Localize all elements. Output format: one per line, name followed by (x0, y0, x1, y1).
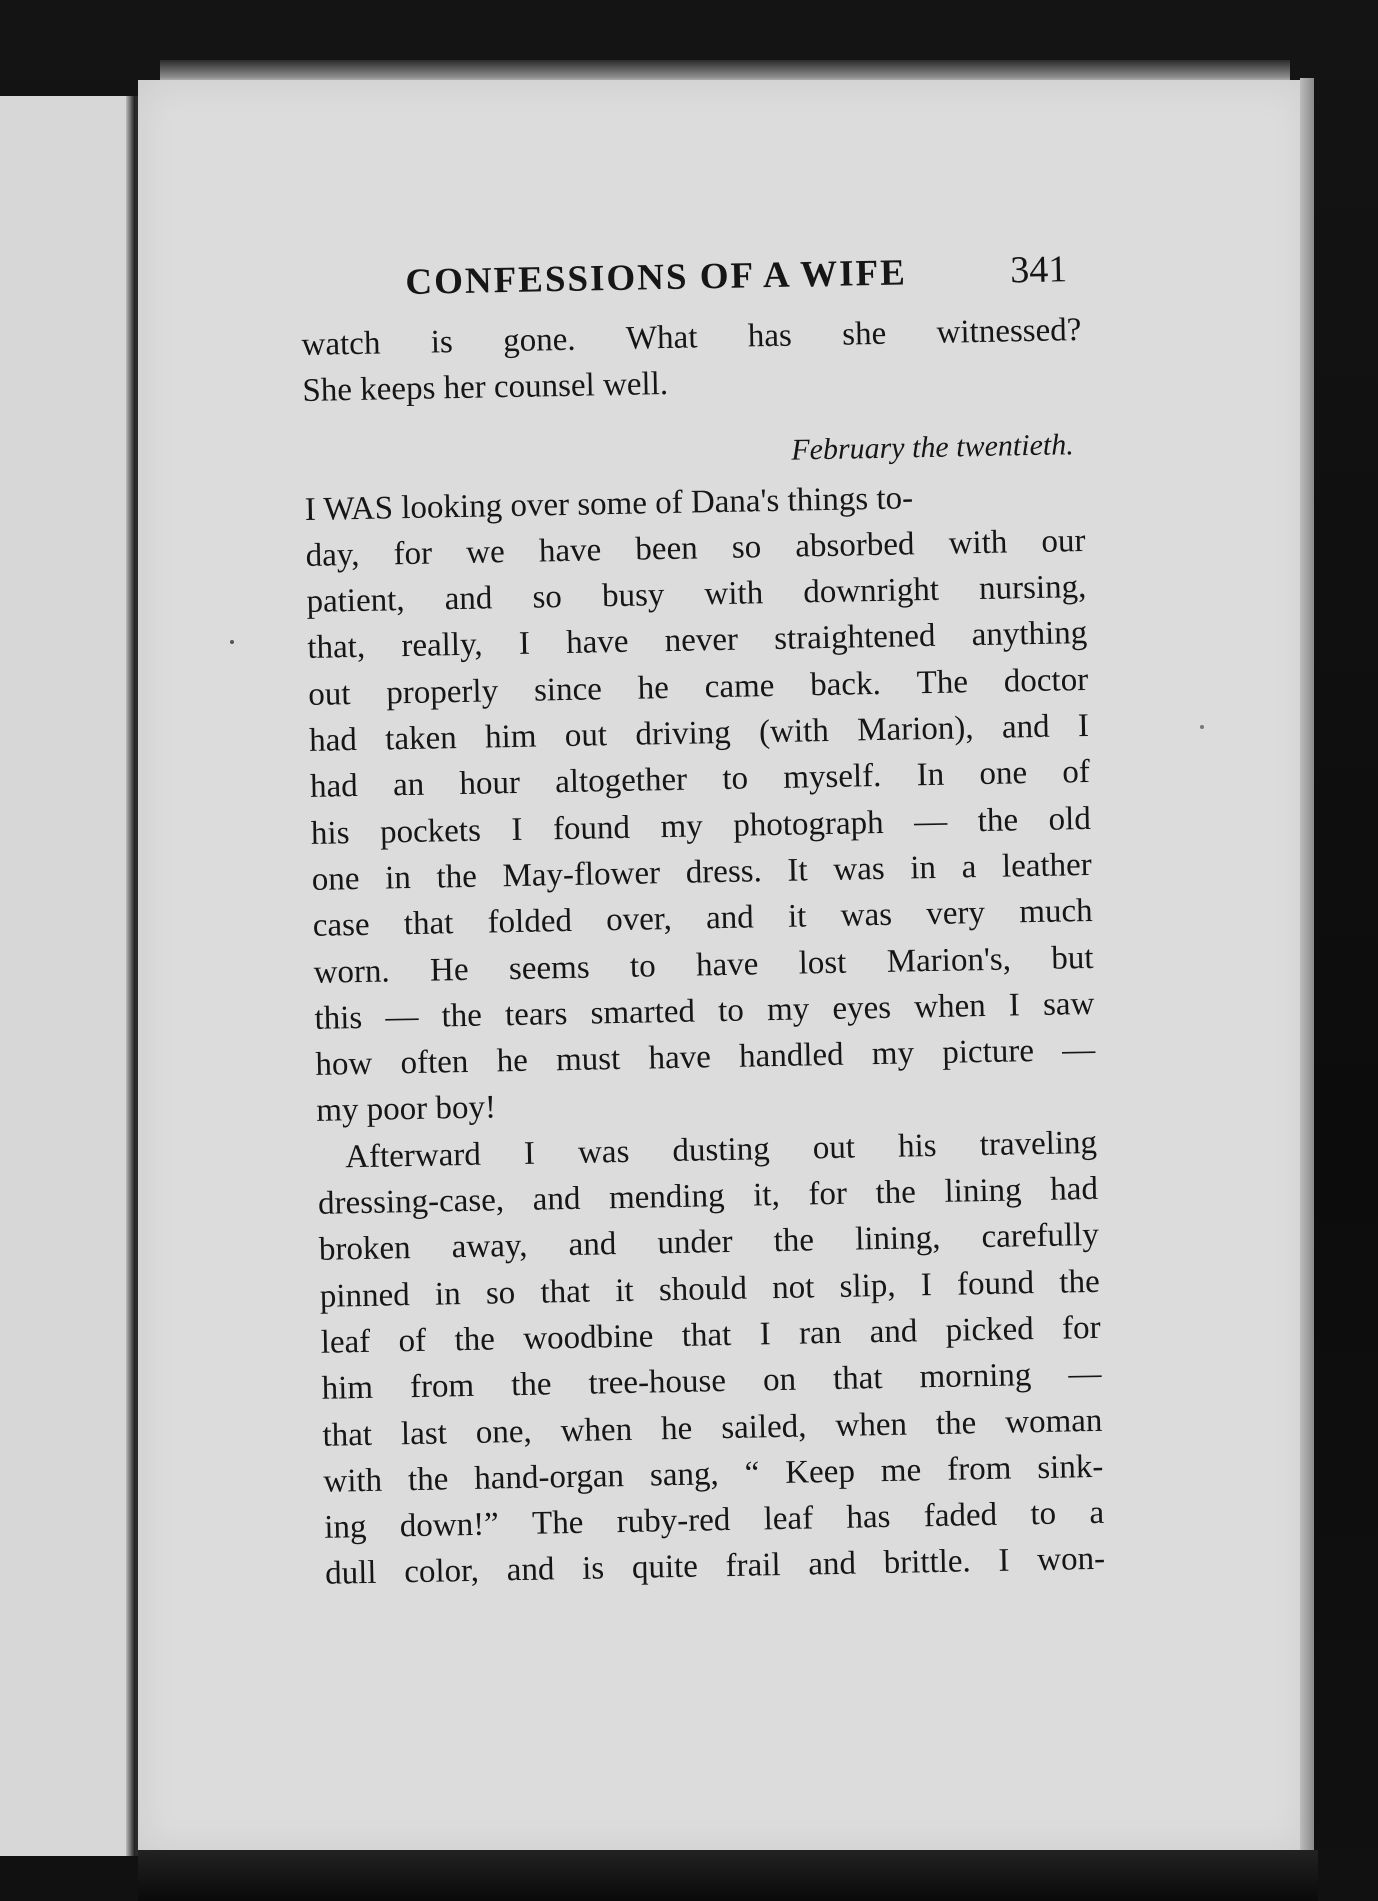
word: him (484, 718, 537, 756)
word: Keep (784, 1453, 856, 1491)
word: to (717, 992, 745, 1029)
word: absorbed (795, 526, 915, 565)
word: leather (1001, 846, 1093, 885)
word: and (568, 1226, 617, 1264)
word: often (400, 1044, 469, 1082)
word: (with (758, 713, 830, 751)
word: the (436, 858, 478, 896)
word: so (485, 1274, 516, 1312)
word: and (1001, 708, 1050, 746)
word: have (538, 532, 602, 570)
word: ruby-red (616, 1502, 731, 1541)
word: my (660, 808, 704, 845)
word: straightened (773, 618, 936, 658)
word: dusting (672, 1130, 770, 1169)
word: the (510, 1366, 552, 1404)
word: I (518, 626, 531, 663)
word: The (531, 1504, 584, 1542)
word: had (308, 722, 358, 759)
word: away, (451, 1228, 528, 1266)
word: slip, (839, 1267, 896, 1305)
line-rest: looking over some of Dana's things to- (400, 479, 914, 526)
word: ran (798, 1314, 842, 1352)
word: the (1058, 1263, 1101, 1301)
lead-in-small-caps: I WAS (304, 489, 394, 528)
word: his (310, 814, 350, 852)
word: have (695, 945, 759, 984)
paragraph (304, 471, 1116, 1134)
word: tears (504, 995, 568, 1034)
word: doctor (1003, 661, 1089, 700)
facing-page-edge (0, 96, 138, 1856)
word: — (1061, 1032, 1096, 1069)
word: traveling (979, 1124, 1098, 1163)
word: the (935, 1404, 977, 1442)
word: downright (802, 571, 940, 611)
word: The (916, 664, 969, 702)
word: in (909, 849, 937, 887)
word: our (1041, 522, 1086, 560)
word: was (832, 850, 885, 888)
word: dull (324, 1555, 377, 1593)
word: of (1062, 754, 1091, 791)
word: woman (1004, 1402, 1103, 1441)
word: “ (744, 1455, 760, 1492)
word: Marion), (856, 710, 974, 749)
word: must (555, 1041, 621, 1079)
word: — (385, 998, 419, 1036)
word: sang, (649, 1456, 720, 1494)
word: out (307, 675, 351, 713)
word: when (835, 1406, 908, 1444)
word: has (846, 1499, 891, 1536)
word: lost (798, 944, 847, 982)
page-number: 341 (1009, 248, 1068, 292)
word: very (925, 895, 986, 933)
word: have (565, 624, 629, 662)
word: photograph (732, 804, 884, 844)
word: and (532, 1180, 581, 1218)
word: he (637, 669, 670, 707)
word: handled (738, 1036, 844, 1075)
word: my (871, 1035, 915, 1073)
word: driving (635, 714, 732, 753)
word: and (444, 580, 493, 618)
word: I (998, 1543, 1010, 1580)
word: for (1061, 1309, 1101, 1347)
word: What (625, 319, 698, 357)
word: for (393, 535, 433, 573)
word: that (322, 1416, 373, 1454)
word: that, (307, 629, 366, 667)
word: faded (923, 1496, 998, 1535)
word: brittle. (883, 1543, 972, 1582)
word: from (409, 1368, 475, 1406)
word: watch (301, 325, 381, 363)
word: came (704, 667, 775, 706)
word: one (311, 860, 360, 898)
word: It (787, 852, 808, 889)
word: picture (941, 1033, 1035, 1071)
word: I (1077, 708, 1090, 745)
word: a (1089, 1494, 1105, 1532)
page-bottom-shadow (138, 1850, 1318, 1901)
word: that (540, 1273, 591, 1311)
word: sailed, (720, 1408, 807, 1446)
word: properly (386, 673, 499, 712)
word: hand-organ (473, 1457, 625, 1497)
word: how (315, 1045, 373, 1084)
word: sink- (1036, 1448, 1104, 1486)
word: the (454, 1321, 496, 1359)
date-heading: February the twentieth. (790, 427, 1074, 467)
word: she (841, 315, 887, 353)
word: the (441, 997, 483, 1035)
word: and (807, 1545, 857, 1583)
word: under (657, 1224, 733, 1262)
word: so (731, 529, 762, 566)
word: witnessed? (936, 312, 1082, 351)
word: that (681, 1316, 732, 1354)
word: have (648, 1039, 712, 1077)
word: is (581, 1550, 605, 1588)
word: broken (318, 1230, 411, 1269)
word: found (552, 809, 631, 847)
word: tree-house (588, 1363, 727, 1402)
word: eyes (832, 989, 892, 1027)
word: and (869, 1313, 918, 1351)
word: when (560, 1411, 633, 1449)
word: we (465, 534, 506, 571)
word: patient, (306, 582, 405, 621)
scan-speck (1200, 725, 1204, 729)
page-right-edge (1300, 78, 1314, 1856)
word: since (533, 671, 603, 709)
word: a (961, 849, 977, 886)
word: with (323, 1462, 383, 1500)
word: but (1050, 939, 1094, 977)
word: morning (919, 1357, 1032, 1396)
word: dressing-case, (317, 1182, 505, 1222)
word: altogether (554, 762, 688, 801)
word: the (407, 1461, 449, 1498)
word: one (979, 755, 1028, 793)
word: dress. (685, 853, 763, 891)
word: his (897, 1127, 937, 1165)
word: been (635, 530, 698, 568)
word: old (1048, 800, 1092, 838)
word: to (629, 947, 656, 985)
page-text (300, 247, 1125, 1598)
word: he (660, 1410, 693, 1447)
word: had (309, 768, 359, 806)
word: pinned (319, 1276, 411, 1315)
word: has (747, 317, 793, 355)
word: anything (971, 615, 1088, 654)
word: back. (809, 665, 882, 704)
word: in (384, 859, 412, 897)
word: out (812, 1129, 856, 1167)
word: won- (1036, 1541, 1106, 1579)
word: from (946, 1450, 1012, 1488)
text-line: my poor boy! (315, 1089, 497, 1130)
word: busy (601, 577, 665, 615)
paragraph (317, 1119, 1126, 1597)
word: I (1008, 987, 1021, 1024)
word: I (511, 811, 523, 848)
word: so (532, 579, 563, 616)
word: lining (944, 1172, 1022, 1210)
word: found (956, 1264, 1035, 1303)
word: to (1030, 1495, 1057, 1533)
word: I (920, 1266, 933, 1303)
word: day, (305, 536, 360, 574)
running-head-title: CONFESSIONS OF A WIFE (405, 252, 908, 303)
word: last (400, 1414, 448, 1452)
word: that (403, 905, 454, 943)
word: mending (608, 1178, 725, 1217)
word: myself. (782, 758, 882, 797)
word: when (913, 987, 987, 1026)
word: that (832, 1360, 883, 1398)
word: in (434, 1275, 461, 1313)
word: out (564, 717, 608, 755)
word: me (880, 1452, 922, 1489)
word: picked (945, 1311, 1035, 1349)
word: leaf (763, 1500, 814, 1538)
word: lining, (854, 1220, 941, 1258)
word: May-flower (502, 855, 661, 895)
word: the (773, 1222, 815, 1260)
word: it (614, 1272, 634, 1309)
word: In (916, 757, 945, 794)
word: it, (752, 1177, 781, 1214)
word: really, (401, 627, 483, 665)
word: woodbine (522, 1318, 654, 1357)
word: color, (403, 1553, 480, 1591)
word: it (787, 898, 807, 936)
word: worn. (313, 952, 391, 991)
word: to (722, 760, 749, 798)
word: an (392, 767, 425, 804)
word: gone. (502, 321, 576, 360)
book-gutter (126, 96, 135, 1856)
word: with (948, 524, 1008, 562)
word: never (664, 622, 739, 660)
word: hour (459, 765, 521, 803)
word: he (496, 1042, 529, 1080)
word: taken (384, 720, 458, 758)
word: the (977, 801, 1019, 839)
word: down!” (399, 1506, 500, 1545)
word: case (312, 907, 370, 945)
word: my (766, 991, 810, 1029)
word: should (658, 1270, 748, 1308)
word: him (321, 1370, 374, 1408)
word: is (430, 324, 454, 361)
word: of (398, 1322, 427, 1360)
word: was (840, 897, 893, 935)
word: this (314, 999, 363, 1037)
word: much (1018, 893, 1093, 931)
text-line: She keeps her counsel well. (302, 366, 669, 410)
word: Marion's, (886, 941, 1012, 980)
word: was (577, 1133, 630, 1171)
word: — (1068, 1356, 1102, 1393)
word: frail (725, 1547, 781, 1585)
word: one, (475, 1413, 533, 1451)
word: had (1049, 1170, 1099, 1208)
word: nursing, (978, 569, 1087, 608)
word: not (771, 1268, 815, 1306)
word: pockets (379, 812, 482, 851)
word: smarted (590, 993, 696, 1032)
continued-paragraph (301, 307, 1103, 415)
word: the (875, 1174, 917, 1212)
scan-speck (230, 640, 234, 644)
word: carefully (981, 1217, 1100, 1256)
word: Afterward (344, 1136, 482, 1176)
word: leaf (320, 1323, 371, 1361)
word: with (704, 575, 764, 613)
word: I (759, 1316, 772, 1353)
word: for (808, 1175, 848, 1213)
word: He (429, 951, 469, 989)
word: — (913, 803, 948, 840)
word: folded (487, 903, 573, 941)
word: quite (631, 1549, 699, 1587)
word: on (762, 1361, 797, 1399)
word: ing (323, 1509, 367, 1546)
word: and (705, 899, 755, 937)
word: saw (1042, 985, 1095, 1023)
word: I (523, 1135, 536, 1172)
word: over, (605, 901, 673, 939)
word: seems (508, 949, 590, 987)
word: and (506, 1551, 555, 1589)
